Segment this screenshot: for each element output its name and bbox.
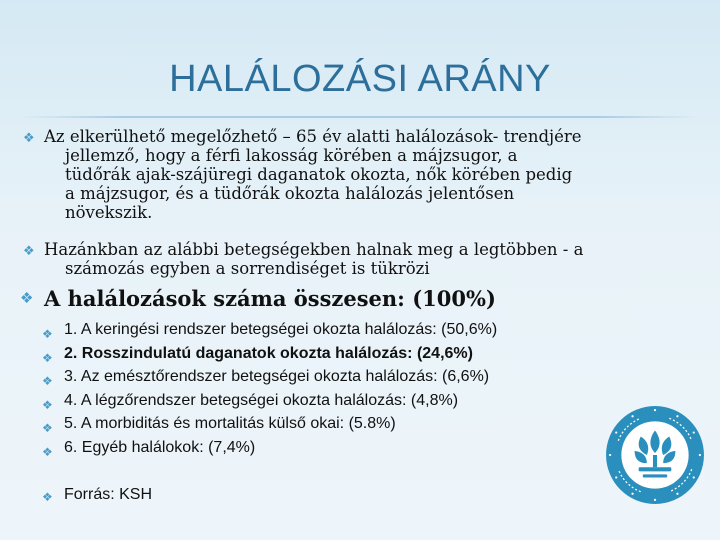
- intro-line-2: jellemző, hogy a férfi lakosság körében a májzsugor, a: [65, 146, 518, 165]
- leaf-bullet-icon: ❖: [42, 444, 53, 459]
- heading-text: A halálozások száma összesen: (100%): [44, 286, 496, 311]
- list-item-text: 2. Rosszindulatú daganatok okozta halálozás: (24,6%): [64, 344, 473, 362]
- list-item-text: 5. A morbiditás és mortalitás külső okai: (5.8%): [64, 415, 396, 432]
- leaf-bullet-icon: ❖: [42, 421, 53, 435]
- ranking-line-1: Hazánkban az alábbi betegségekben halnak meg a legtöbben - a: [44, 240, 584, 259]
- list-item: [42, 318, 498, 342]
- intro-paragraph: [23, 127, 694, 222]
- leaf-bullet-icon: ❖: [42, 350, 53, 365]
- leaf-bullet-icon: ❖: [23, 244, 35, 259]
- leaf-bullet-icon: ❖: [20, 289, 34, 307]
- source-text: Forrás: KSH: [64, 486, 153, 503]
- slide-title: HALÁLOZÁSI ARÁNY: [169, 58, 551, 100]
- intro-line-5: növekszik.: [65, 203, 153, 222]
- list-item: [42, 412, 497, 436]
- institute-logo: [604, 404, 706, 506]
- total-deaths-heading: [20, 286, 644, 311]
- list-item: [42, 389, 497, 413]
- leaf-bullet-icon: ❖: [42, 397, 53, 412]
- ranking-line-2: számozás egyben a sorrendiséget is tükrözi: [65, 259, 430, 278]
- list-item: [42, 436, 497, 460]
- leaf-bullet-icon: ❖: [42, 490, 53, 504]
- intro-line-3: tüdőrák ajak-szájüregi daganatok okozta, nők körében pedig: [65, 165, 573, 184]
- leaf-bullet-icon: ❖: [42, 327, 53, 341]
- list-item: [42, 342, 497, 366]
- leaf-bullet-icon: ❖: [23, 131, 35, 146]
- leaf-bullet-icon: ❖: [42, 374, 53, 388]
- ranking-paragraph: [23, 240, 694, 278]
- death-causes-list: [42, 318, 498, 459]
- list-item: [42, 365, 497, 389]
- source-note: [42, 486, 153, 504]
- intro-line-1: Az elkerülhető megelőzhető – 65 év alatti halálozások- trendjére: [44, 127, 582, 146]
- list-item-text: 3. Az emésztőrendszer betegségei okozta halálozás: (6,6%): [64, 368, 490, 385]
- list-item-text: 6. Egyéb halálokok: (7,4%): [64, 438, 256, 456]
- intro-line-4: a májzsugor, és a tüdőrák okozta halálozás jelentősen: [65, 184, 515, 203]
- list-item-text: 1. A keringési rendszer betegségei okozta halálozás: (50,6%): [64, 321, 498, 338]
- list-item-text: 4. A légzőrendszer betegségei okozta halálozás: (4,8%): [64, 391, 459, 409]
- title-divider: [20, 116, 700, 118]
